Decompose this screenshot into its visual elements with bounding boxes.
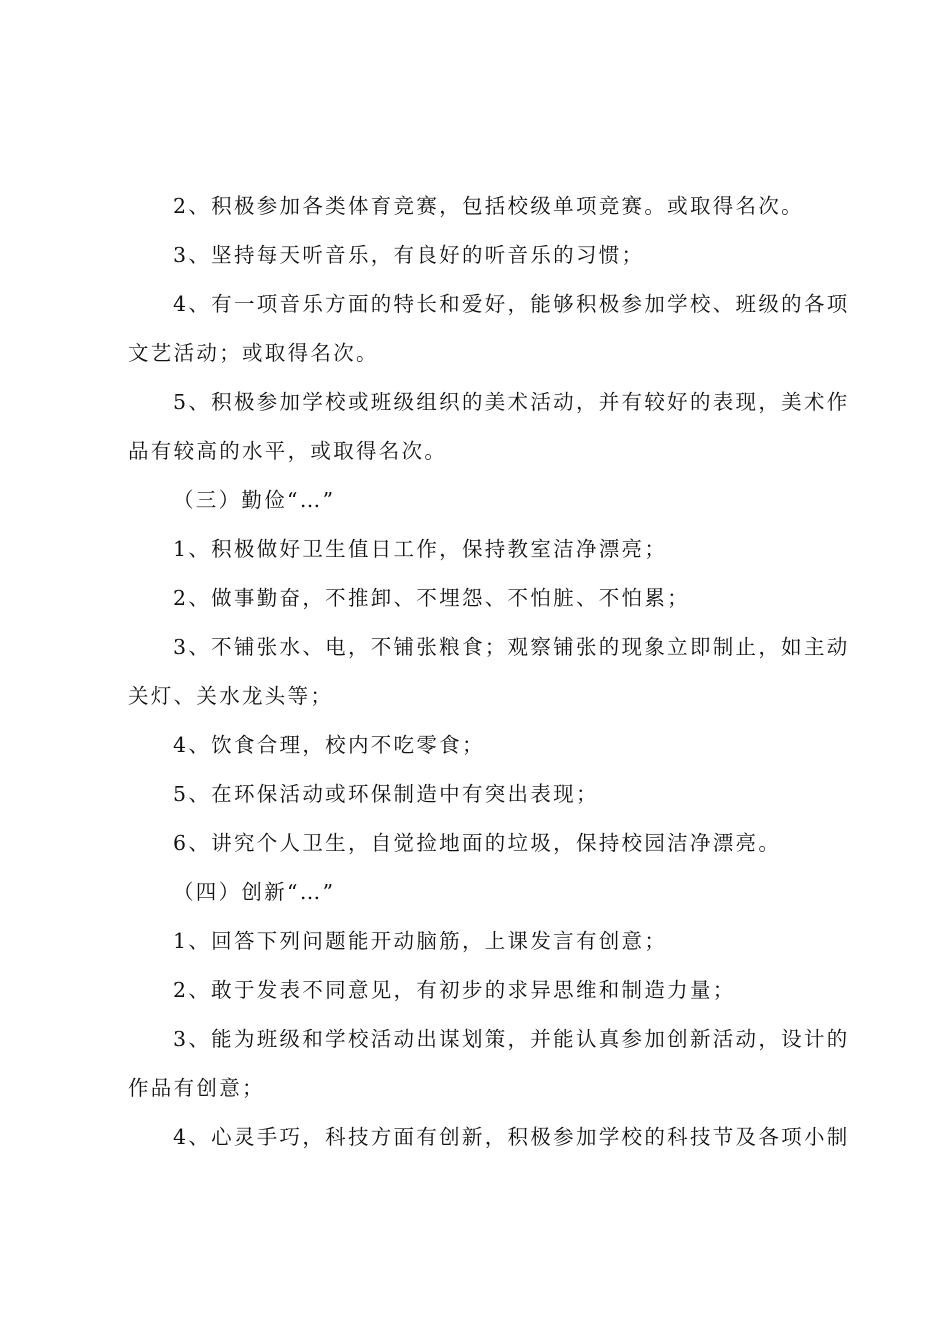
text-line: 4、饮食合理，校内不吃零食；	[173, 733, 485, 757]
text-line: 关灯、关水龙头等；	[128, 684, 334, 708]
text-line: 5、在环保活动或环保制造中有突出表现；	[173, 782, 599, 806]
text-line: 文艺活动；或取得名次。	[128, 341, 379, 365]
text-line: 3、坚持每天听音乐，有良好的听音乐的习惯；	[173, 243, 645, 267]
text-line: 1、回答下列问题能开动脑筋，上课发言有创意；	[173, 929, 668, 953]
section-heading: （三）勤俭“…”	[173, 488, 336, 512]
text-line: 4、心灵手巧，科技方面有创新，积极参加学校的科技节及各项小制	[173, 1125, 850, 1149]
text-line: 3、能为班级和学校活动出谋划策，并能认真参加创新活动，设计的	[173, 1027, 850, 1051]
text-line: 5、积极参加学校或班级组织的美术活动，并有较好的表现，美术作	[173, 390, 850, 414]
section-heading: （四）创新“…”	[173, 880, 336, 904]
text-line: 2、做事勤奋，不推卸、不埋怨、不怕脏、不怕累；	[173, 586, 690, 610]
text-line: 6、讲究个人卫生，自觉捡地面的垃圾，保持校园洁净漂亮。	[173, 831, 782, 855]
text-line: 作品有创意；	[128, 1076, 265, 1100]
text-line: 4、有一项音乐方面的特长和爱好，能够积极参加学校、班级的各项	[173, 292, 850, 316]
document-body	[128, 182, 850, 1162]
text-line: 品有较高的水平，或取得名次。	[128, 439, 448, 463]
text-line: 2、敢于发表不同意见，有初步的求异思维和制造力量；	[173, 978, 736, 1002]
text-line: 1、积极做好卫生值日工作，保持教室洁净漂亮；	[173, 537, 668, 561]
text-line: 2、积极参加各类体育竞赛，包括校级单项竞赛。或取得名次。	[173, 194, 804, 218]
text-line: 3、不铺张水、电，不铺张粮食；观察铺张的现象立即制止，如主动	[173, 635, 850, 659]
